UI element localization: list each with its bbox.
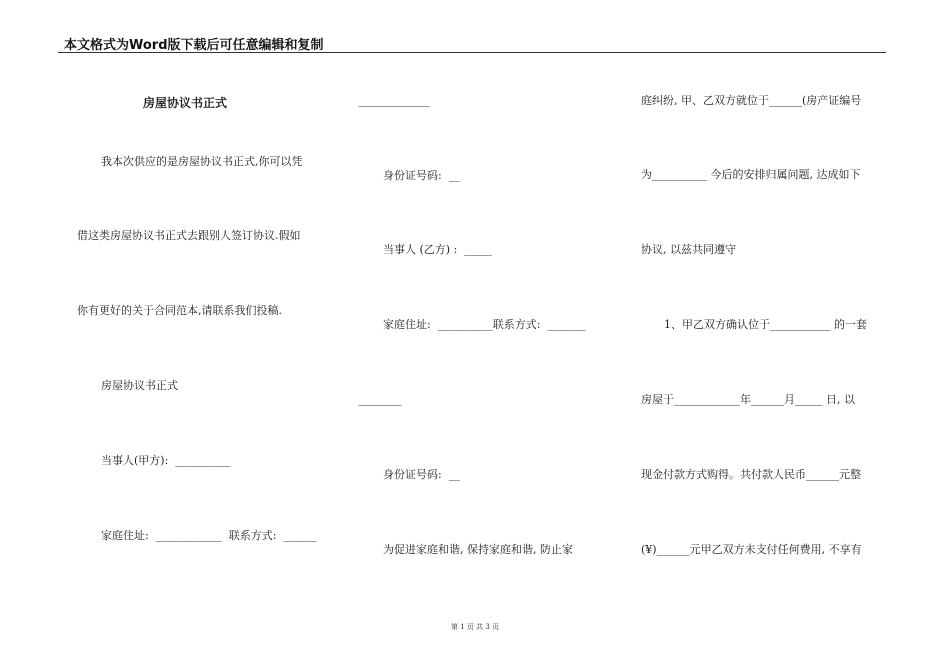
col3-line-4: 1、甲乙双方确认位于___________ 的一套 bbox=[664, 318, 867, 331]
header-rule bbox=[58, 52, 886, 53]
col3-line-7: (¥)______元甲乙双方未支付任何费用, 不享有 bbox=[641, 543, 862, 556]
col2-line-2: 身份证号码: __ bbox=[383, 169, 460, 182]
col1-line-1: 我本次供应的是房屋协议书正式,你可以凭 bbox=[101, 155, 303, 168]
document-header: 本文格式为Word版下载后可任意编辑和复制 bbox=[64, 38, 324, 53]
col2-line-7: 为促进家庭和谐, 保持家庭和谐, 防止家 bbox=[383, 543, 573, 556]
col1-line-5: 当事人(甲方): __________ bbox=[101, 454, 231, 467]
col1-line-2: 借这类房屋协议书正式去跟别人签订协议.假如 bbox=[77, 229, 301, 242]
col3-line-2: 为__________ 今后的安排归属问题, 达成如下 bbox=[641, 168, 861, 181]
col3-line-1: 庭纠纷, 甲、乙双方就位于______(房产证编号 bbox=[641, 94, 862, 107]
col1-line-4: 房屋协议书正式 bbox=[101, 379, 178, 392]
col3-line-6: 现金付款方式购得。共付款人民币______元整 bbox=[641, 468, 861, 481]
col2-line-5: ________ bbox=[358, 393, 402, 406]
col3-line-3: 协议, 以兹共同遵守 bbox=[641, 243, 736, 256]
col2-line-4: 家庭住址: __________联系方式: _______ bbox=[383, 318, 586, 331]
col1-line-3: 你有更好的关于合同范本,请联系我们投稿. bbox=[77, 304, 282, 317]
col2-line-6: 身份证号码: __ bbox=[383, 468, 460, 481]
col1-line-6: 家庭住址: ____________ 联系方式: ______ bbox=[101, 529, 317, 542]
col2-line-1: _____________ bbox=[358, 94, 430, 107]
page-footer: 第 1 页 共 3 页 bbox=[450, 623, 500, 631]
col2-line-3: 当事人 (乙方) : _____ bbox=[383, 243, 492, 256]
document-title: 房屋协议书正式 bbox=[143, 96, 228, 110]
col3-line-5: 房屋于____________年______月_____ 日, 以 bbox=[641, 393, 855, 406]
